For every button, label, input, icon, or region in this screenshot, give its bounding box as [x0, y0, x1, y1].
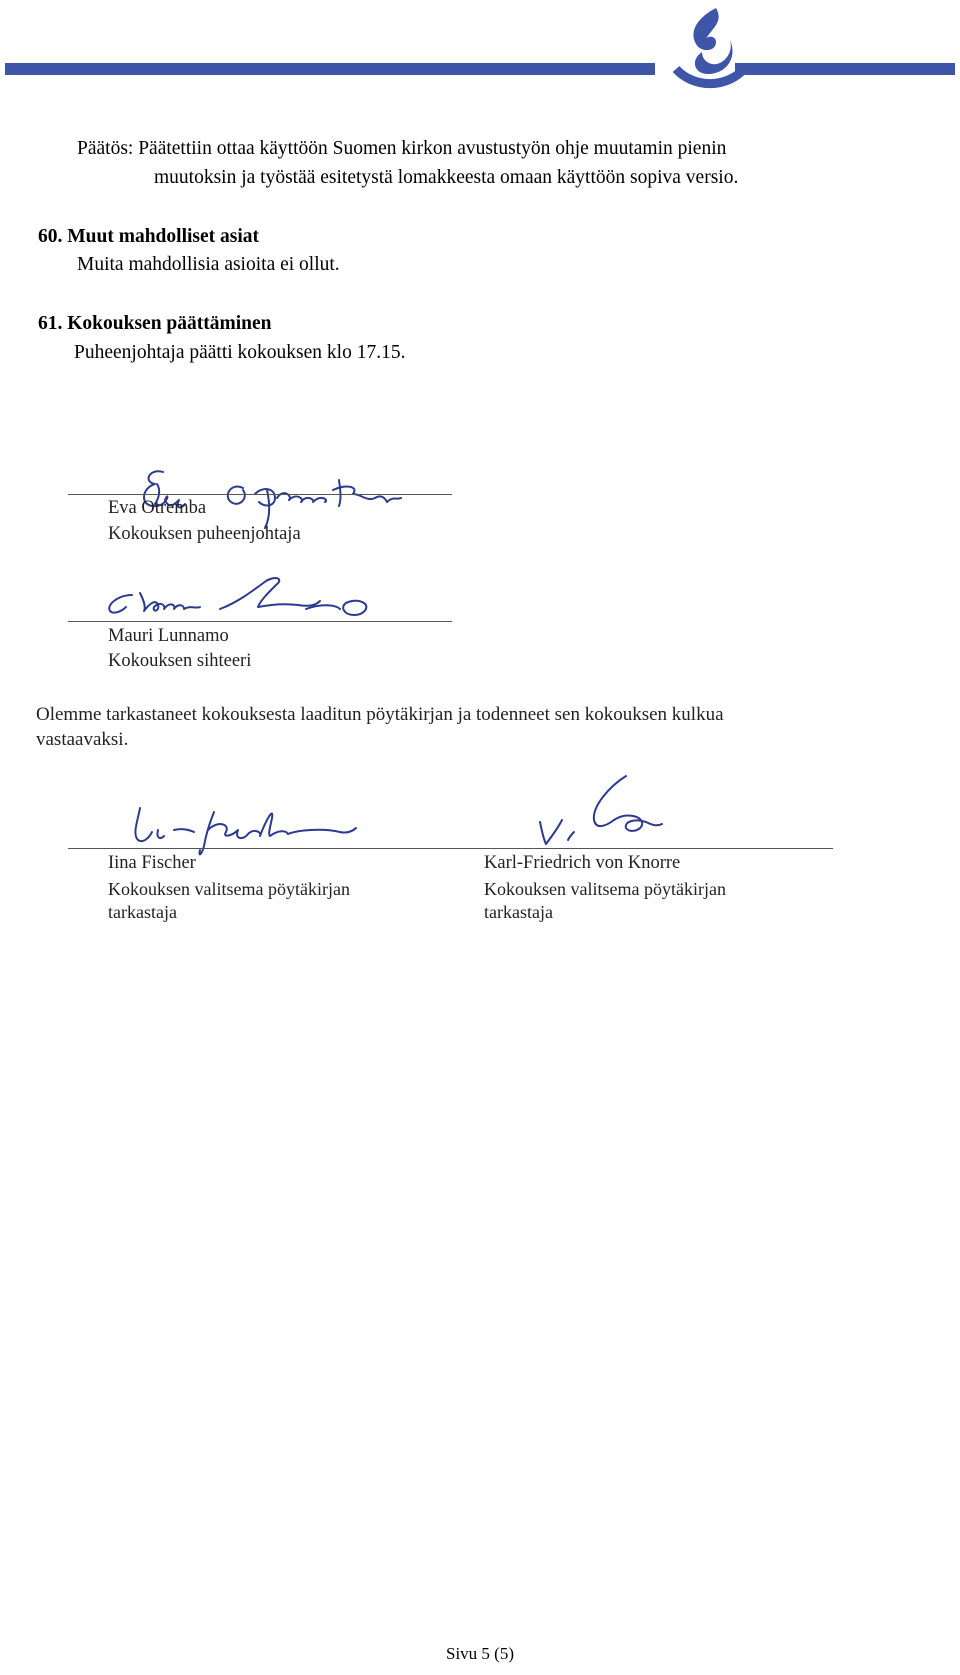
checker1-name: Iina Fischer	[108, 853, 196, 873]
header-band-left	[5, 63, 655, 75]
checker1-role-line-1: Kokouksen valitsema pöytäkirjan	[108, 879, 350, 899]
chair-role: Kokouksen puheenjohtaja	[108, 524, 301, 544]
page-number: Sivu 5 (5)	[446, 1644, 514, 1663]
section-61-body: Puheenjohtaja päätti kokouksen klo 17.15.	[74, 342, 406, 363]
checker2-name: Karl-Friedrich von Knorre	[484, 853, 681, 873]
checker2-role-line-2: tarkastaja	[484, 902, 553, 922]
section-61-heading: 61. Kokouksen päättäminen	[38, 313, 272, 334]
checker2-role-line-1: Kokouksen valitsema pöytäkirjan	[484, 879, 726, 899]
chair-signature-line	[68, 494, 452, 495]
decision-line-1: Päätös: Päätettiin ottaa käyttöön Suomen kirkon avustustyön ohje muutamin pienin	[77, 138, 727, 159]
chair-name: Eva Otremba	[108, 498, 207, 518]
header-band-right	[735, 63, 955, 75]
header-band	[0, 0, 960, 110]
checker2-signature-image	[530, 770, 690, 860]
section-60-heading: 60. Muut mahdolliset asiat	[38, 226, 260, 247]
statement-line-2: vastaavaksi.	[36, 729, 129, 750]
secretary-signature-line	[68, 621, 452, 622]
checker1-role-line-2: tarkastaja	[108, 902, 177, 922]
decision-line-2: muutoksin ja työstää esitetystä lomakkeesta omaan käyttöön sopiva versio.	[154, 167, 739, 188]
secretary-role: Kokouksen sihteeri	[108, 651, 252, 671]
header-band-graphic	[0, 0, 960, 110]
statement-line-1: Olemme tarkastaneet kokouksesta laaditun pöytäkirjan ja todenneet sen kokouksen kulkua	[36, 704, 724, 725]
checker-signature-line	[68, 848, 833, 849]
secretary-name: Mauri Lunnamo	[108, 626, 229, 646]
section-60-body: Muita mahdollisia asioita ei ollut.	[77, 254, 340, 275]
flame-emblem-icon	[693, 8, 732, 74]
